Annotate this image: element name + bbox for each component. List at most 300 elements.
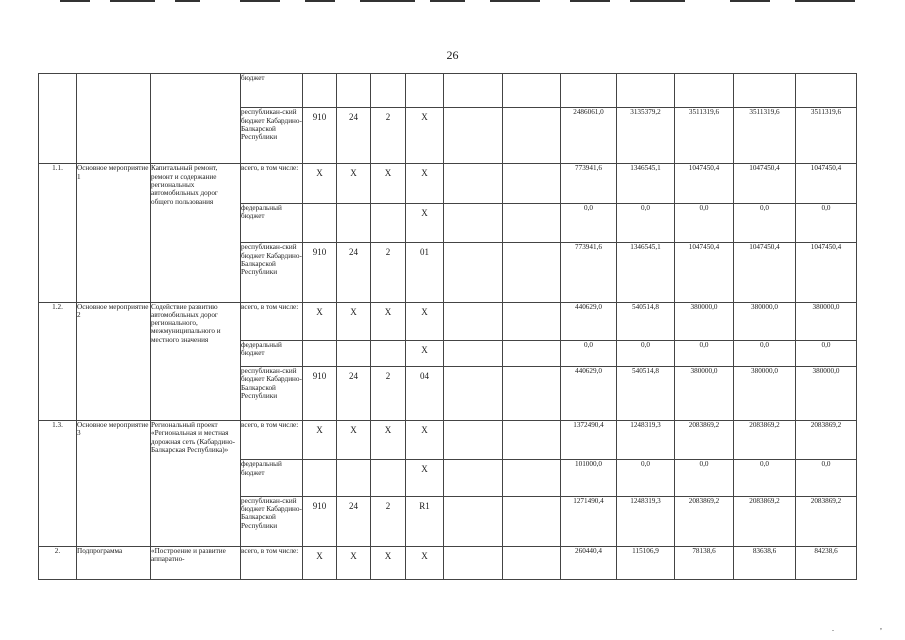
amount-cell-year-2 — [617, 340, 675, 366]
code-csr-cell — [406, 203, 444, 242]
amount-cell-year-1 — [561, 366, 617, 420]
amount-cell-year-5-text: 0,0 — [821, 460, 831, 469]
code-csr-cell — [406, 74, 444, 108]
amount-cell-year-2 — [617, 108, 675, 164]
code-csr-cell — [406, 302, 444, 340]
scan-edge-line — [60, 0, 90, 2]
scan-edge-line — [630, 0, 685, 2]
amount-cell-year-1 — [561, 496, 617, 546]
funding-source-cell — [241, 546, 303, 579]
amount-cell-year-3 — [675, 460, 734, 496]
amount-cell-year-5-text: 380000,0 — [812, 366, 840, 375]
amount-cell-year-3-text: 0,0 — [699, 340, 709, 349]
scan-edge-line — [305, 0, 335, 2]
code-rz-cell-value — [337, 460, 370, 464]
amount-cell-year-4-text: 380000,0 — [751, 366, 778, 375]
item-kind-cell-text: Основное мероприятие 3 — [77, 420, 149, 438]
empty-cell — [503, 366, 561, 420]
code-grbs-cell-value: X — [316, 168, 323, 179]
amount-cell-year-3-text: 78138,6 — [692, 546, 716, 555]
empty-cell — [444, 340, 503, 366]
scan-mark: , — [880, 622, 882, 631]
code-csr-cell — [406, 340, 444, 366]
amount-cell-year-4 — [734, 243, 796, 302]
amount-cell-year-5 — [796, 203, 857, 242]
funding-source-cell — [241, 460, 303, 496]
code-rz-cell — [337, 460, 371, 496]
amount-cell-year-4 — [734, 420, 796, 459]
amount-cell-year-3 — [675, 496, 734, 546]
empty-cell — [503, 496, 561, 546]
item-number-cell — [39, 420, 77, 546]
item-kind-cell — [77, 420, 151, 546]
empty-cell — [503, 460, 561, 496]
amount-cell-year-5 — [796, 302, 857, 340]
amount-cell-year-2-text: 540514,8 — [632, 366, 659, 375]
item-title-cell-text: Содействие развитию автомобильных дорог регионального, межмуниципального и местного значения — [151, 302, 221, 344]
amount-cell-year-2 — [617, 496, 675, 546]
amount-cell-year-3-text: 0,0 — [699, 203, 709, 212]
amount-cell-year-2 — [617, 164, 675, 203]
code-grbs-cell-value — [303, 460, 336, 464]
amount-cell-year-2 — [617, 203, 675, 242]
amount-cell-year-4 — [734, 203, 796, 242]
amount-cell-year-3 — [675, 203, 734, 242]
code-rz-cell — [337, 203, 371, 242]
code-csr-cell-value: 01 — [420, 247, 429, 258]
item-number-cell-text: 1.2. — [52, 302, 63, 311]
amount-cell-year-1-text: 1372490,4 — [573, 420, 604, 429]
amount-cell-year-2 — [617, 460, 675, 496]
code-csr-cell — [406, 546, 444, 579]
funding-source-cell — [241, 108, 303, 164]
amount-cell-year-3 — [675, 302, 734, 340]
funding-source-cell — [241, 340, 303, 366]
code-pr-cell-value: X — [384, 306, 392, 317]
amount-cell-year-1 — [561, 164, 617, 203]
code-rz-cell-value: 24 — [349, 370, 358, 381]
code-grbs-cell-value — [303, 74, 336, 78]
scan-edge-line — [110, 0, 155, 2]
amount-cell-year-4 — [734, 302, 796, 340]
code-pr-cell — [371, 243, 406, 302]
amount-cell-year-1-text: 1271490,4 — [573, 496, 604, 505]
code-csr-cell-value: X — [421, 424, 428, 435]
item-number-cell — [39, 164, 77, 302]
code-pr-cell — [371, 302, 406, 340]
item-number-cell-text: 1.3. — [52, 420, 63, 429]
code-csr-cell-value: X — [421, 550, 428, 561]
code-pr-cell — [371, 420, 406, 459]
item-kind-cell-text: Основное мероприятие 1 — [77, 164, 149, 181]
amount-cell-year-2-text: 1346545,1 — [630, 164, 661, 173]
amount-cell-year-1-text: 101000,0 — [575, 460, 602, 469]
table-row — [39, 302, 857, 340]
code-grbs-cell-value: 910 — [312, 500, 327, 511]
item-title-cell — [151, 302, 241, 420]
code-rz-cell — [337, 546, 371, 579]
code-csr-cell — [406, 164, 444, 203]
empty-cell — [503, 203, 561, 242]
amount-cell-year-5 — [796, 108, 857, 164]
table-row — [39, 74, 857, 108]
amount-cell-year-1 — [561, 302, 617, 340]
item-number-cell — [39, 302, 77, 420]
empty-cell — [444, 74, 503, 108]
code-rz-cell — [337, 496, 371, 546]
code-grbs-cell — [303, 108, 337, 164]
code-pr-cell — [371, 366, 406, 420]
funding-source-cell — [241, 366, 303, 420]
code-pr-cell-value: 2 — [385, 500, 391, 511]
empty-cell — [503, 74, 561, 108]
amount-cell-year-2 — [617, 546, 675, 579]
scan-mark: . — [832, 624, 834, 633]
empty-cell — [444, 496, 503, 546]
amount-cell-year-3 — [675, 420, 734, 459]
code-csr-cell-value: X — [421, 464, 428, 475]
amount-cell-year-2-text: 1248319,3 — [630, 496, 661, 505]
code-pr-cell-value: X — [384, 550, 392, 561]
amount-cell-year-2-text: 0,0 — [641, 460, 650, 469]
amount-cell-year-5-text: 2083869,2 — [810, 420, 842, 429]
amount-cell-year-1 — [561, 108, 617, 164]
empty-cell — [503, 420, 561, 459]
code-rz-cell-value — [337, 341, 370, 345]
funding-source-cell-text: федеральный бюджет — [241, 340, 282, 358]
funding-source-cell — [241, 243, 303, 302]
code-grbs-cell — [303, 203, 337, 242]
amount-cell-year-2 — [617, 302, 675, 340]
code-csr-cell-value: R1 — [419, 500, 430, 511]
code-rz-cell — [337, 243, 371, 302]
amount-cell-year-5-text: 0,0 — [821, 340, 831, 349]
amount-cell-year-5-text: 3511319,6 — [810, 108, 842, 117]
empty-cell — [444, 243, 503, 302]
funding-source-cell-text: федеральный бюджет — [241, 203, 282, 221]
amount-cell-year-1-text: 440629,0 — [575, 302, 602, 311]
amount-cell-year-3-text: 1047450,4 — [688, 164, 720, 173]
amount-cell-year-2-text: 3135379,2 — [630, 108, 661, 117]
amount-cell-year-1 — [561, 420, 617, 459]
empty-cell — [503, 164, 561, 203]
funding-source-cell-text: всего, в том числе: — [241, 546, 299, 555]
amount-cell-year-2 — [617, 74, 675, 108]
amount-cell-year-5 — [796, 460, 857, 496]
amount-cell-year-2-text: 540514,8 — [632, 302, 659, 311]
amount-cell-year-1-text: 0,0 — [584, 340, 593, 349]
amount-cell-year-1-text: 260440,4 — [575, 546, 602, 555]
empty-cell — [503, 108, 561, 164]
code-grbs-cell — [303, 366, 337, 420]
amount-cell-year-4-text: 3511319,6 — [749, 108, 780, 117]
amount-cell-year-3 — [675, 108, 734, 164]
scan-edge-line — [795, 0, 855, 2]
code-rz-cell-value: X — [350, 306, 357, 317]
code-grbs-cell-value — [303, 204, 336, 208]
amount-cell-year-5-text: 1047450,4 — [810, 164, 842, 173]
item-kind-cell — [77, 74, 151, 164]
code-rz-cell — [337, 108, 371, 164]
item-number-cell — [39, 74, 77, 164]
funding-source-cell — [241, 420, 303, 459]
code-rz-cell — [337, 366, 371, 420]
amount-cell-year-5 — [796, 420, 857, 459]
amount-cell-year-2 — [617, 420, 675, 459]
code-grbs-cell-value: 910 — [312, 247, 327, 258]
item-number-cell-text: 1.1. — [52, 164, 63, 173]
page-number: 26 — [446, 48, 459, 62]
empty-cell — [503, 302, 561, 340]
code-rz-cell — [337, 74, 371, 108]
amount-cell-year-5-text: 380000,0 — [812, 302, 840, 311]
item-kind-cell — [77, 546, 151, 579]
empty-cell — [444, 460, 503, 496]
item-title-cell — [151, 74, 241, 164]
amount-cell-year-1-text: 773941,6 — [575, 243, 602, 252]
amount-cell-year-5-text: 1047450,4 — [810, 243, 842, 252]
amount-cell-year-3-text: 0,0 — [699, 460, 709, 469]
item-title-cell — [151, 546, 241, 579]
empty-cell — [444, 366, 503, 420]
amount-cell-year-2-text: 1346545,1 — [630, 243, 661, 252]
table-row — [39, 546, 857, 579]
code-grbs-cell-value: 910 — [312, 112, 327, 123]
code-grbs-cell — [303, 164, 337, 203]
amount-cell-year-4-text: 0,0 — [760, 460, 769, 469]
amount-cell-year-5-text: 2083869,2 — [810, 496, 842, 505]
code-csr-cell-value: X — [421, 344, 428, 355]
item-kind-cell-text: Подпрограмма — [77, 546, 123, 555]
code-rz-cell — [337, 340, 371, 366]
amount-cell-year-1-text: 2486061,0 — [573, 108, 604, 117]
amount-cell-year-4 — [734, 460, 796, 496]
amount-cell-year-4-text: 0,0 — [760, 203, 769, 212]
code-pr-cell-value — [371, 341, 405, 345]
code-csr-cell — [406, 460, 444, 496]
code-pr-cell-value: X — [384, 424, 392, 435]
amount-cell-year-5 — [796, 74, 857, 108]
code-pr-cell-value — [371, 74, 405, 78]
amount-cell-year-5 — [796, 496, 857, 546]
amount-cell-year-2 — [617, 243, 675, 302]
amount-cell-year-4 — [734, 366, 796, 420]
code-grbs-cell — [303, 302, 337, 340]
empty-cell — [503, 243, 561, 302]
code-pr-cell — [371, 203, 406, 242]
amount-cell-year-1 — [561, 74, 617, 108]
amount-cell-year-2-text: 0,0 — [641, 340, 650, 349]
code-rz-cell-value: X — [350, 168, 357, 179]
amount-cell-year-3 — [675, 340, 734, 366]
funding-source-cell-text: республикан-ский бюджет Кабардино-Балкарской Республики — [241, 243, 302, 277]
amount-cell-year-3 — [675, 366, 734, 420]
code-pr-cell-value: 2 — [385, 370, 391, 381]
item-title-cell-text: Капитальный ремонт, ремонт и содержание региональных автомобильных дорог общего пользования — [151, 164, 218, 206]
code-grbs-cell — [303, 74, 337, 108]
funding-source-cell-text: всего, в том числе: — [241, 164, 299, 173]
code-pr-cell — [371, 496, 406, 546]
code-csr-cell-value: X — [421, 306, 428, 317]
funding-source-cell-text: всего, в том числе: — [241, 420, 299, 429]
amount-cell-year-1 — [561, 203, 617, 242]
item-kind-cell — [77, 302, 151, 420]
code-csr-cell — [406, 420, 444, 459]
empty-cell — [444, 420, 503, 459]
empty-cell — [444, 108, 503, 164]
code-csr-cell-value: 04 — [420, 370, 429, 381]
amount-cell-year-4 — [734, 74, 796, 108]
amount-cell-year-5 — [796, 546, 857, 579]
empty-cell — [503, 546, 561, 579]
empty-cell — [444, 546, 503, 579]
amount-cell-year-3-text: 3511319,6 — [688, 108, 720, 117]
item-title-cell — [151, 164, 241, 302]
code-grbs-cell — [303, 420, 337, 459]
amount-cell-year-5 — [796, 340, 857, 366]
item-kind-cell-text: Основное мероприятие 2 — [77, 302, 149, 319]
table-row — [39, 420, 857, 459]
code-csr-cell — [406, 243, 444, 302]
code-rz-cell — [337, 164, 371, 203]
amount-cell-year-5-text: 0,0 — [821, 203, 831, 212]
amount-cell-year-3 — [675, 74, 734, 108]
funding-source-cell-text: республикан-ский бюджет Кабардино-Балкарской Республики — [241, 108, 302, 142]
amount-cell-year-2 — [617, 366, 675, 420]
funding-source-cell-text: всего, в том числе: — [241, 302, 299, 311]
code-pr-cell-value — [371, 204, 405, 208]
amount-cell-year-5 — [796, 243, 857, 302]
amount-cell-year-3-text: 380000,0 — [690, 366, 718, 375]
code-csr-cell — [406, 108, 444, 164]
amount-cell-year-1-text: 773941,6 — [575, 164, 602, 173]
scan-edge-line — [175, 0, 200, 2]
amount-cell-year-1-text: 440629,0 — [575, 366, 602, 375]
amount-cell-year-4-text: 1047450,4 — [749, 243, 780, 252]
code-pr-cell-value: 2 — [385, 247, 391, 258]
code-csr-cell — [406, 366, 444, 420]
item-title-cell — [151, 420, 241, 546]
amount-cell-year-4-text: 380000,0 — [751, 302, 778, 311]
item-title-cell-text: Региональный проект «Региональная и местная дорожная сеть (Кабардино-Балкарская Республика)» — [151, 420, 236, 454]
amount-cell-year-4 — [734, 546, 796, 579]
amount-cell-year-4-text: 2083869,2 — [749, 496, 780, 505]
scan-edge-line — [730, 0, 770, 2]
amount-cell-year-5-text: 84238,6 — [814, 546, 838, 555]
amount-cell-year-3-text: 1047450,4 — [688, 243, 720, 252]
code-rz-cell-value: 24 — [349, 112, 358, 123]
code-rz-cell-value: 24 — [349, 247, 358, 258]
code-pr-cell — [371, 546, 406, 579]
amount-cell-year-1 — [561, 546, 617, 579]
empty-cell — [444, 302, 503, 340]
code-csr-cell-value: X — [421, 207, 428, 218]
item-number-cell-text: 2. — [54, 546, 61, 555]
amount-cell-year-4-text: 0,0 — [760, 340, 769, 349]
code-grbs-cell-value — [303, 341, 336, 345]
code-pr-cell-value: 2 — [385, 112, 391, 123]
code-rz-cell-value — [337, 74, 370, 78]
amount-cell-year-2-text: 115106,9 — [632, 546, 659, 555]
amount-cell-year-2-text: 1248319,3 — [630, 420, 661, 429]
empty-cell — [444, 203, 503, 242]
item-number-cell — [39, 546, 77, 579]
amount-cell-year-4 — [734, 164, 796, 203]
amount-cell-year-3-text: 380000,0 — [690, 302, 718, 311]
amount-cell-year-3-text: 2083869,2 — [688, 496, 720, 505]
code-grbs-cell-value: X — [316, 424, 323, 435]
budget-table — [38, 73, 857, 580]
code-pr-cell — [371, 340, 406, 366]
code-grbs-cell — [303, 340, 337, 366]
code-rz-cell — [337, 302, 371, 340]
item-kind-cell — [77, 164, 151, 302]
code-pr-cell — [371, 164, 406, 203]
scan-edge-line — [490, 0, 540, 2]
code-rz-cell-value: X — [350, 550, 357, 561]
amount-cell-year-3 — [675, 546, 734, 579]
code-pr-cell-value: X — [384, 168, 392, 179]
funding-source-cell — [241, 164, 303, 203]
code-csr-cell-value: X — [421, 168, 428, 179]
code-pr-cell — [371, 74, 406, 108]
code-grbs-cell — [303, 496, 337, 546]
code-pr-cell — [371, 460, 406, 496]
funding-source-cell — [241, 203, 303, 242]
code-pr-cell — [371, 108, 406, 164]
amount-cell-year-4-text: 2083869,2 — [749, 420, 780, 429]
code-rz-cell-value: X — [350, 424, 357, 435]
funding-source-cell-text: республикан-ский бюджет Кабардино-Балкарской Республики — [241, 366, 302, 400]
code-rz-cell-value — [337, 204, 370, 208]
amount-cell-year-2-text: 0,0 — [641, 203, 650, 212]
code-grbs-cell — [303, 546, 337, 579]
amount-cell-year-1-text: 0,0 — [584, 203, 593, 212]
scan-edge-line — [570, 0, 610, 2]
amount-cell-year-1 — [561, 243, 617, 302]
code-rz-cell-value: 24 — [349, 500, 358, 511]
empty-cell — [503, 340, 561, 366]
amount-cell-year-4 — [734, 108, 796, 164]
amount-cell-year-3-text: 2083869,2 — [688, 420, 720, 429]
code-grbs-cell-value: X — [316, 306, 323, 317]
funding-source-cell — [241, 496, 303, 546]
amount-cell-year-4 — [734, 340, 796, 366]
table-row — [39, 164, 857, 203]
scan-edge-line — [430, 0, 465, 2]
code-csr-cell-value: X — [421, 112, 428, 123]
amount-cell-year-4-text: 1047450,4 — [749, 164, 780, 173]
scan-edge-line — [240, 0, 280, 2]
amount-cell-year-1 — [561, 460, 617, 496]
amount-cell-year-3 — [675, 164, 734, 203]
code-pr-cell-value — [371, 460, 405, 464]
item-title-cell-text: «Построение и развитие аппаратно- — [151, 546, 226, 563]
funding-source-cell — [241, 74, 303, 108]
amount-cell-year-1 — [561, 340, 617, 366]
amount-cell-year-5 — [796, 366, 857, 420]
empty-cell — [444, 164, 503, 203]
scan-edge-line — [360, 0, 415, 2]
code-grbs-cell — [303, 460, 337, 496]
code-grbs-cell-value: 910 — [312, 370, 327, 381]
funding-source-cell-text: бюджет — [241, 74, 265, 82]
code-grbs-cell — [303, 243, 337, 302]
code-csr-cell — [406, 496, 444, 546]
amount-cell-year-4 — [734, 496, 796, 546]
funding-source-cell-text: республикан-ский бюджет Кабардино-Балкарской Республики — [241, 496, 302, 530]
code-csr-cell-value — [406, 74, 443, 78]
